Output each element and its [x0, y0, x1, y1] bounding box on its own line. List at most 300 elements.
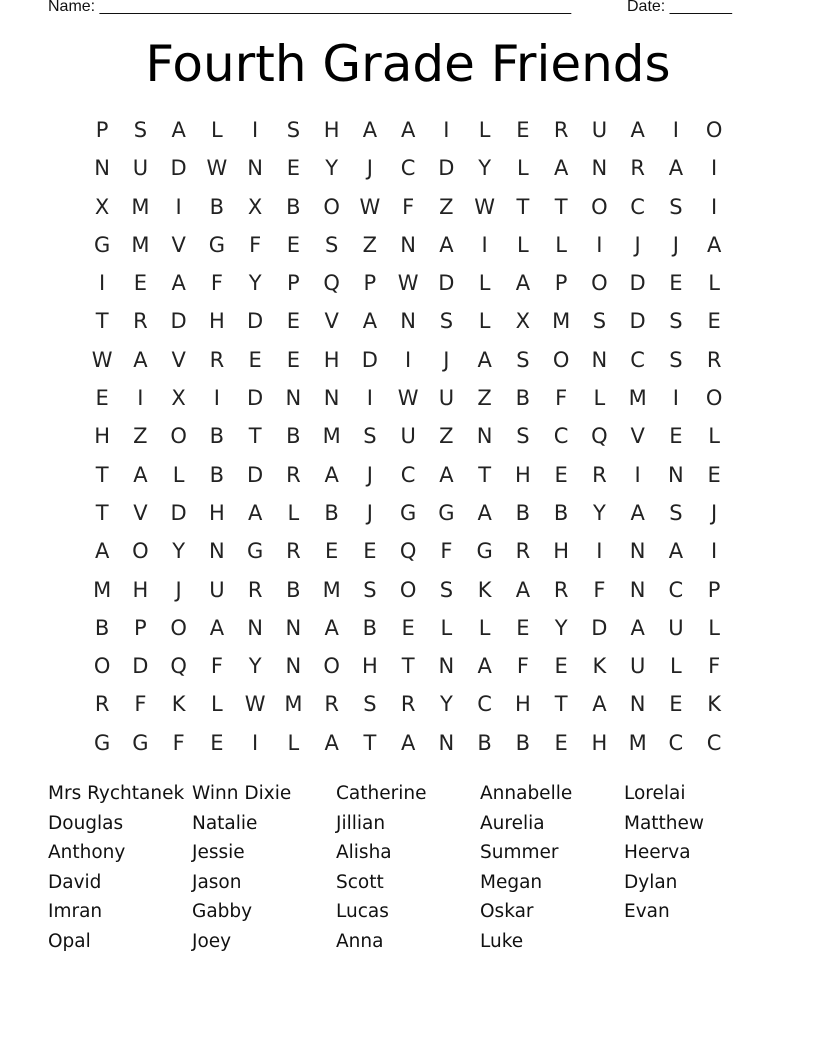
grid-letter: L — [287, 730, 300, 755]
grid-letter: J — [711, 500, 718, 525]
grid-letter: W — [244, 692, 266, 717]
grid-letter: X — [515, 309, 531, 334]
grid-letter: E — [669, 424, 683, 449]
grid-letter: A — [477, 500, 492, 525]
grid-letter: H — [591, 730, 608, 755]
grid-letter: A — [553, 156, 569, 181]
grid-letter: I — [672, 386, 679, 411]
grid-letter: H — [514, 462, 531, 487]
grid-letter: A — [630, 500, 645, 525]
grid-letter: H — [94, 424, 111, 449]
grid-letter: J — [366, 462, 373, 487]
grid-letter: N — [668, 462, 684, 487]
grid-letter: L — [478, 118, 491, 142]
grid-letter: T — [554, 692, 568, 717]
grid-letter: T — [95, 500, 109, 525]
grid-letter: Y — [439, 692, 453, 717]
grid-letter: G — [246, 539, 264, 564]
grid-letter: S — [363, 424, 377, 449]
grid-letter: P — [554, 271, 568, 296]
grid-letter: B — [209, 424, 225, 449]
grid-letter: N — [209, 539, 225, 564]
word-list-item: Aurelia — [480, 812, 545, 834]
grid-letter: S — [516, 424, 530, 449]
grid-letter: K — [707, 692, 722, 717]
grid-letter: C — [477, 692, 492, 717]
grid-letter: I — [99, 271, 106, 296]
grid-letter: F — [516, 654, 529, 679]
grid-letter: N — [591, 347, 608, 372]
grid-letter: Q — [323, 271, 340, 296]
grid-letter: A — [630, 615, 645, 640]
grid-letter: A — [94, 539, 110, 564]
grid-letter: A — [324, 730, 339, 755]
grid-letter: C — [668, 730, 684, 755]
grid-letter: L — [708, 424, 720, 449]
grid-letter: V — [324, 309, 339, 334]
grid-letter: S — [439, 309, 454, 334]
grid-letter: A — [171, 271, 186, 296]
grid-letter: I — [481, 232, 488, 257]
grid-letter: A — [706, 232, 722, 257]
grid-letter: Q — [170, 654, 187, 679]
grid-letter: F — [708, 654, 721, 679]
grid-letter: B — [515, 730, 531, 755]
word-list-item: Oskar — [480, 901, 534, 923]
grid-letter: I — [252, 118, 259, 142]
grid-letter: P — [363, 271, 377, 296]
grid-letter: L — [287, 500, 300, 525]
grid-letter: R — [286, 462, 301, 487]
grid-letter: E — [707, 309, 721, 334]
grid-letter: W — [397, 271, 419, 296]
grid-letter: I — [137, 386, 144, 411]
grid-letter: E — [248, 347, 262, 372]
grid-letter: O — [170, 615, 187, 640]
grid-letter: H — [323, 118, 340, 142]
grid-letter: I — [175, 194, 182, 219]
grid-letter: G — [399, 500, 417, 525]
grid-letter: N — [438, 654, 455, 679]
grid-letter: K — [477, 577, 492, 602]
word-list-item: Jillian — [336, 812, 386, 834]
grid-letter: I — [711, 194, 718, 219]
grid-letter: L — [478, 615, 491, 640]
grid-letter: D — [170, 309, 187, 334]
grid-letter: E — [516, 118, 530, 142]
word-list-item: Winn Dixie — [192, 783, 292, 804]
grid-letter: E — [554, 730, 568, 755]
grid-letter: I — [252, 730, 259, 755]
grid-letter: N — [247, 615, 263, 640]
grid-letter: G — [132, 730, 149, 755]
grid-letter: I — [672, 118, 679, 142]
grid-letter: B — [477, 730, 492, 755]
grid-letter: P — [287, 271, 300, 296]
grid-letter: A — [324, 462, 339, 487]
grid-letter: I — [711, 156, 718, 181]
grid-letter: O — [591, 271, 608, 296]
grid-letter: R — [592, 462, 607, 487]
word-list-item: Natalie — [192, 812, 258, 834]
grid-letter: W — [397, 386, 419, 411]
grid-letter: N — [629, 539, 646, 564]
grid-letter: G — [208, 232, 226, 257]
grid-letter: E — [286, 309, 301, 334]
grid-letter: F — [555, 386, 568, 411]
word-list-item: Alisha — [336, 842, 392, 864]
grid-letter: I — [711, 539, 718, 564]
grid-letter: Z — [362, 232, 378, 257]
grid-letter: G — [93, 232, 111, 257]
grid-letter: S — [669, 347, 683, 372]
grid-letter: E — [210, 730, 224, 755]
grid-letter: U — [438, 386, 455, 411]
word-list-item: Opal — [48, 930, 91, 952]
grid-letter: G — [93, 730, 111, 755]
grid-letter: O — [591, 194, 608, 219]
grid-letter: M — [322, 577, 341, 602]
grid-letter: E — [554, 462, 568, 487]
grid-letter: F — [210, 654, 223, 679]
grid-letter: A — [515, 577, 531, 602]
grid-letter: N — [629, 577, 646, 602]
grid-letter: E — [516, 615, 530, 640]
grid-letter: S — [363, 692, 377, 717]
grid-letter: U — [400, 424, 416, 449]
grid-letter: A — [439, 232, 454, 257]
grid-letter: L — [517, 232, 529, 257]
word-search-grid — [83, 111, 733, 762]
grid-letter: C — [400, 156, 416, 181]
grid-letter: L — [211, 118, 223, 142]
grid-letter: T — [516, 194, 530, 219]
grid-letter: Z — [439, 424, 454, 449]
grid-letter: E — [401, 615, 415, 640]
grid-letter: H — [323, 347, 340, 372]
grid-letter: M — [131, 194, 150, 219]
grid-letter: A — [477, 347, 492, 372]
grid-letter: N — [94, 156, 110, 181]
grid-letter: H — [553, 539, 570, 564]
grid-letter: E — [707, 462, 721, 487]
grid-letter: Q — [591, 424, 608, 449]
grid-letter: B — [324, 500, 339, 525]
grid-letter: O — [170, 424, 187, 449]
grid-letter: L — [670, 654, 682, 679]
grid-letter: J — [634, 232, 641, 257]
grid-letter: C — [400, 462, 416, 487]
grid-letter: A — [362, 118, 378, 142]
grid-letter: O — [93, 654, 111, 679]
grid-letter: S — [363, 577, 377, 602]
grid-letter: G — [476, 539, 493, 564]
grid-letter: N — [323, 386, 340, 411]
grid-letter: A — [668, 156, 684, 181]
grid-letter: R — [706, 347, 722, 372]
grid-letter: D — [132, 654, 149, 679]
grid-letter: S — [592, 309, 607, 334]
grid-letter: W — [474, 194, 495, 219]
grid-letter: E — [554, 654, 568, 679]
word-list-item: Dylan — [624, 871, 678, 893]
name-field-label: Name: _____________________________________________________ — [48, 0, 572, 15]
grid-letter: C — [706, 730, 722, 755]
word-list-item: David — [48, 871, 102, 893]
grid-letter: M — [284, 692, 303, 717]
grid-letter: R — [553, 577, 569, 602]
grid-letter: R — [630, 156, 645, 181]
grid-letter: L — [555, 232, 567, 257]
grid-letter: O — [132, 539, 149, 564]
word-list-item: Lucas — [336, 901, 389, 923]
grid-letter: E — [286, 347, 301, 372]
grid-letter: S — [516, 347, 530, 372]
grid-letter: S — [439, 577, 454, 602]
grid-letter: A — [400, 730, 416, 755]
grid-letter: L — [478, 271, 491, 296]
grid-letter: K — [171, 692, 186, 717]
word-list-item: Anna — [336, 930, 384, 952]
grid-letter: Y — [554, 615, 568, 640]
word-list-item: Megan — [480, 871, 543, 893]
grid-letter: D — [170, 156, 187, 181]
word-list-item: Imran — [48, 901, 103, 923]
grid-letter: I — [366, 386, 373, 411]
grid-letter: S — [286, 118, 301, 142]
grid-letter: I — [634, 462, 641, 487]
grid-letter: S — [133, 118, 148, 142]
grid-letter: R — [324, 692, 339, 717]
grid-letter: T — [554, 194, 568, 219]
grid-letter: F — [249, 232, 262, 257]
grid-letter: C — [630, 347, 645, 372]
word-list-item: Evan — [624, 901, 670, 923]
grid-letter: M — [628, 730, 647, 755]
grid-letter: I — [405, 347, 412, 372]
word-list-item: Summer — [480, 842, 559, 864]
grid-letter: N — [247, 156, 263, 181]
word-list-item: Catherine — [336, 783, 427, 804]
grid-letter: N — [591, 156, 608, 181]
grid-letter: E — [286, 156, 301, 181]
grid-letter: A — [439, 462, 454, 487]
word-list-item: Annabelle — [480, 783, 573, 804]
grid-letter: P — [95, 118, 109, 142]
word-list-item: Heerva — [624, 842, 691, 864]
grid-letter: N — [400, 232, 416, 257]
grid-letter: Y — [248, 271, 262, 296]
grid-letter: A — [400, 118, 416, 142]
grid-letter: I — [213, 386, 220, 411]
word-list-item: Anthony — [48, 842, 126, 864]
grid-letter: N — [629, 692, 646, 717]
grid-letter: L — [517, 156, 529, 181]
grid-letter: A — [324, 615, 339, 640]
grid-letter: F — [172, 730, 185, 755]
grid-letter: D — [591, 615, 608, 640]
grid-letter: A — [133, 462, 148, 487]
grid-letter: C — [668, 577, 684, 602]
grid-letter: Y — [592, 500, 606, 525]
grid-letter: D — [361, 347, 378, 372]
grid-letter: U — [132, 156, 149, 181]
grid-letter: C — [630, 194, 645, 219]
grid-letter: S — [324, 232, 339, 257]
grid-letter: E — [133, 271, 148, 296]
grid-letter: E — [286, 232, 301, 257]
grid-letter: L — [708, 271, 720, 296]
grid-letter: F — [593, 577, 606, 602]
word-list-item: Lorelai — [624, 783, 686, 804]
date-field-label: Date: _______ — [627, 0, 732, 15]
grid-letter: H — [208, 309, 225, 334]
grid-letter: D — [438, 271, 455, 296]
grid-letter: A — [362, 309, 378, 334]
page-title: Fourth Grade Friends — [145, 35, 671, 93]
grid-letter: R — [515, 539, 531, 564]
grid-letter: M — [322, 424, 341, 449]
grid-letter: O — [323, 194, 340, 219]
grid-letter: V — [171, 232, 186, 257]
grid-letter: Y — [325, 156, 339, 181]
grid-letter: I — [443, 118, 450, 142]
grid-letter: N — [476, 424, 493, 449]
grid-letter: Q — [399, 539, 417, 564]
grid-letter: D — [247, 309, 264, 334]
grid-letter: L — [478, 309, 491, 334]
grid-letter: W — [206, 156, 228, 181]
grid-letter: G — [438, 500, 455, 525]
grid-letter: R — [133, 309, 148, 334]
grid-letter: X — [94, 194, 110, 219]
grid-letter: M — [93, 577, 112, 602]
grid-letter: E — [669, 692, 683, 717]
grid-letter: D — [629, 309, 646, 334]
grid-letter: W — [359, 194, 381, 219]
grid-letter: B — [515, 500, 531, 525]
grid-letter: P — [707, 577, 721, 602]
grid-letter: T — [95, 309, 109, 334]
grid-letter: J — [366, 156, 373, 181]
grid-letter: B — [286, 424, 301, 449]
grid-letter: W — [91, 347, 113, 372]
grid-letter: R — [553, 118, 569, 142]
grid-letter: D — [170, 500, 187, 525]
grid-letter: M — [628, 386, 647, 411]
grid-letter: T — [363, 730, 377, 755]
grid-letter: N — [285, 654, 302, 679]
grid-letter: A — [668, 539, 684, 564]
grid-letter: H — [132, 577, 149, 602]
grid-letter: V — [630, 424, 645, 449]
grid-letter: Z — [477, 386, 492, 411]
grid-letter: Y — [478, 156, 492, 181]
grid-letter: U — [668, 615, 684, 640]
grid-letter: L — [593, 386, 606, 411]
grid-letter: X — [247, 194, 263, 219]
grid-letter: N — [438, 730, 455, 755]
grid-letter: B — [209, 194, 225, 219]
grid-letter: R — [247, 577, 263, 602]
word-list-item: Jason — [192, 871, 242, 893]
grid-letter: F — [402, 194, 415, 219]
grid-letter: Z — [439, 194, 454, 219]
grid-letter: H — [208, 500, 225, 525]
word-list-item: Gabby — [192, 901, 253, 923]
grid-letter: X — [171, 386, 186, 411]
grid-letter: E — [324, 539, 339, 564]
grid-letter: J — [366, 500, 373, 525]
grid-letter: B — [286, 577, 301, 602]
grid-letter: E — [669, 271, 683, 296]
grid-letter: F — [210, 271, 223, 296]
grid-letter: D — [247, 462, 264, 487]
word-list-item: Douglas — [48, 812, 124, 834]
word-list — [48, 779, 768, 957]
grid-letter: A — [171, 118, 186, 142]
grid-letter: O — [323, 654, 340, 679]
grid-letter: H — [361, 654, 378, 679]
grid-letter: B — [515, 386, 531, 411]
word-list-item: Mrs Rychtanek — [48, 783, 185, 804]
grid-letter: F — [134, 692, 147, 717]
grid-letter: O — [705, 118, 723, 142]
grid-letter: J — [443, 347, 450, 372]
grid-letter: V — [133, 500, 148, 525]
grid-letter: T — [478, 462, 492, 487]
grid-letter: H — [514, 692, 531, 717]
grid-letter: O — [552, 347, 570, 372]
grid-letter: O — [705, 386, 723, 411]
grid-letter: V — [171, 347, 186, 372]
grid-letter: T — [248, 424, 262, 449]
grid-letter: D — [629, 271, 646, 296]
grid-letter: E — [363, 539, 377, 564]
grid-letter: R — [286, 539, 301, 564]
grid-letter: O — [399, 577, 417, 602]
grid-letter: T — [401, 654, 415, 679]
grid-letter: N — [400, 309, 416, 334]
grid-letter: R — [400, 692, 416, 717]
grid-letter: N — [285, 386, 302, 411]
word-list-item: Matthew — [624, 812, 705, 834]
grid-letter: A — [630, 118, 645, 142]
grid-letter: U — [629, 654, 646, 679]
grid-letter: A — [247, 500, 263, 525]
grid-letter: S — [669, 194, 683, 219]
grid-letter: J — [175, 577, 182, 602]
grid-letter: L — [708, 615, 720, 640]
grid-letter: I — [596, 232, 603, 257]
grid-letter: B — [553, 500, 569, 525]
word-list-item: Jessie — [192, 842, 245, 864]
word-list-item: Scott — [336, 871, 384, 893]
grid-letter: S — [669, 309, 683, 334]
grid-letter: A — [515, 271, 531, 296]
grid-letter: I — [596, 539, 603, 564]
grid-letter: A — [133, 347, 148, 372]
grid-letter: D — [247, 386, 264, 411]
grid-letter: B — [362, 615, 378, 640]
grid-letter: L — [440, 615, 453, 640]
grid-letter: L — [211, 692, 223, 717]
grid-letter: S — [669, 500, 683, 525]
grid-letter: Z — [133, 424, 148, 449]
grid-letter: M — [552, 309, 571, 334]
grid-letter: N — [285, 615, 302, 640]
word-list-item: Luke — [480, 930, 524, 952]
